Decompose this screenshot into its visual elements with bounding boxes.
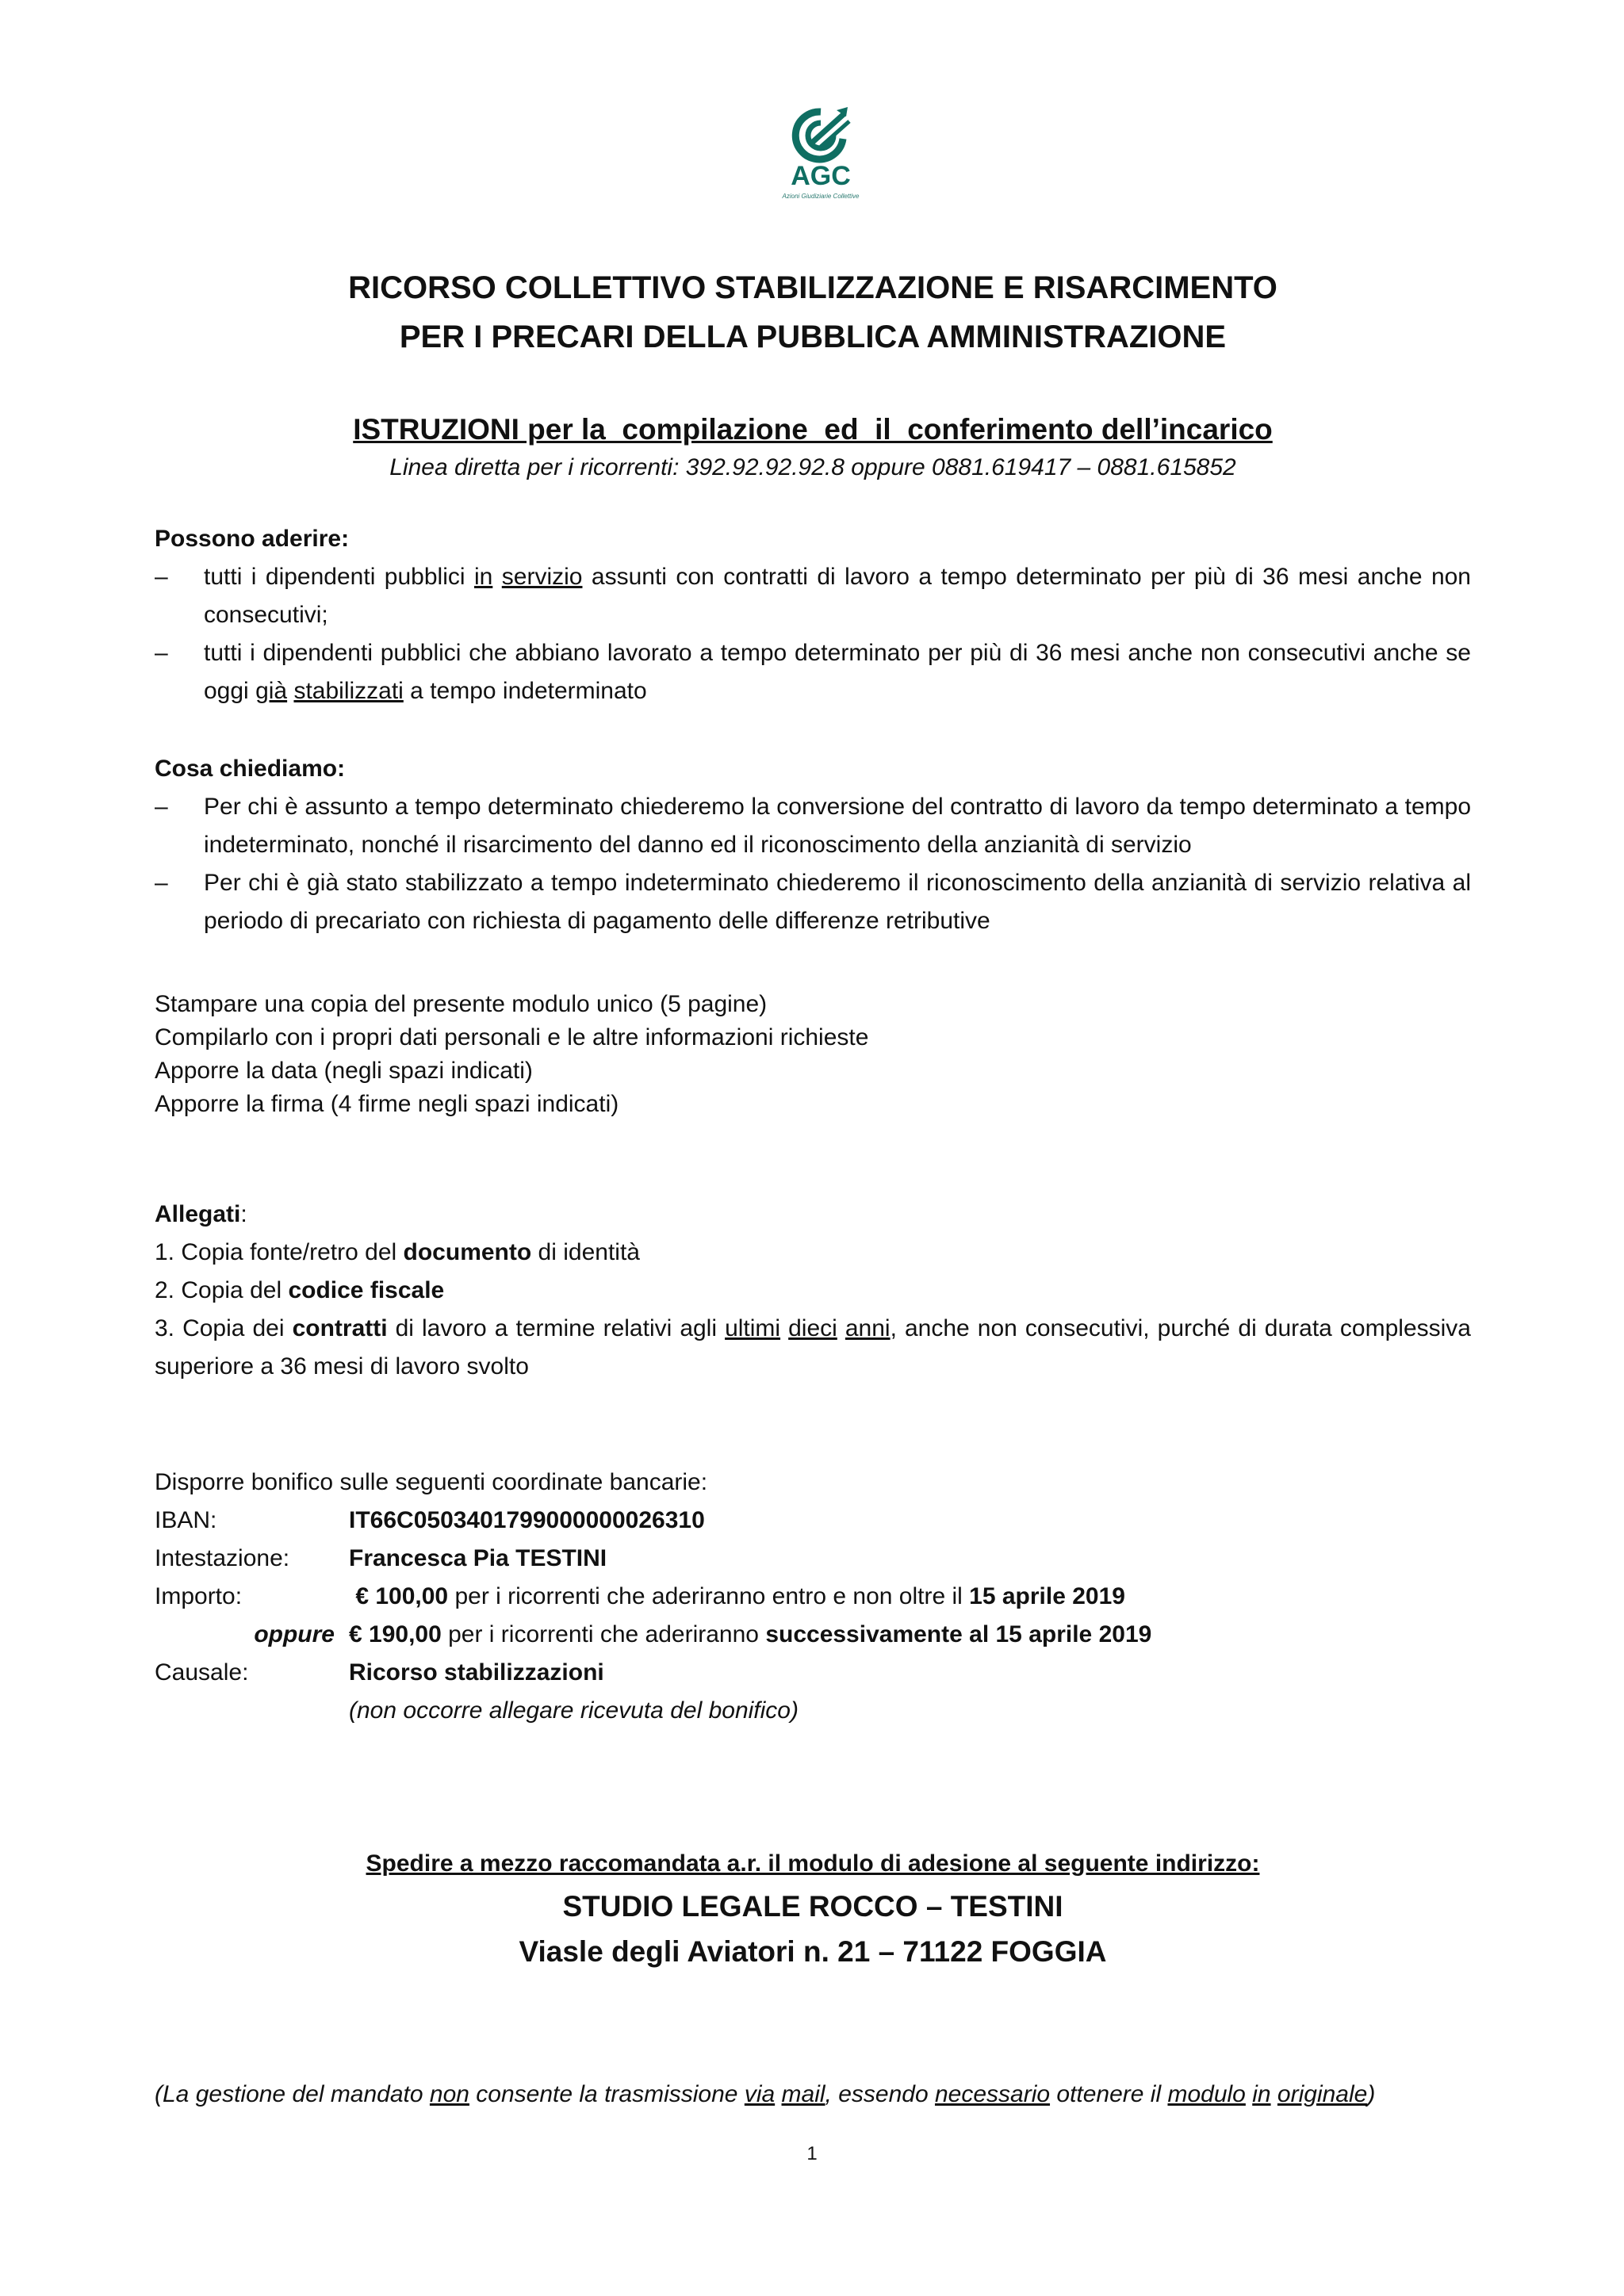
amount-date: 15 aprile 2019 [969,1583,1125,1609]
text: , essendo [825,2081,935,2107]
chiediamo-item-1: – Per chi è assunto a tempo determinato chiederemo la conversione del contratto di lavoro da tempo determinato a tempo indeterminato, nonché il risarcimento del danno ed il riconoscimento della anzianità di servizio [155,788,1471,864]
oppure-label: oppure [254,1621,335,1647]
possono-aderire-section [155,520,1471,710]
chiediamo-heading: Cosa chiediamo: [155,756,346,782]
studio-address: Viasle degli Aviatori n. 21 – 71122 FOGGIA [519,1935,1107,1969]
text: consente la trasmissione [469,2081,745,2107]
amount-date: successivamente al 15 aprile 2019 [765,1621,1152,1647]
holder-row [155,1540,1471,1578]
aderire-heading: Possono aderire: [155,526,350,552]
hotline-text: Linea diretta per i ricorrenti: 392.92.92.92.8 oppure 0881.619417 – 0881.615852 [389,454,1236,481]
text: tutti i dipendenti pubblici [204,564,474,590]
logo-subtitle: Azioni Giudiziarie Collettive [782,193,860,200]
step-4: Apporre la firma (4 firme negli spazi indicati) [155,1091,619,1117]
underlined-text: via [744,2081,776,2107]
allegati-heading [155,1196,1471,1234]
causale-note: (non occorre allegare ricevuta del bonifico) [349,1697,799,1724]
underlined-text: servizio [501,564,583,590]
causale-value: Ricorso stabilizzazioni [349,1659,604,1686]
aderire-list [155,558,1471,710]
studio-name: STUDIO LEGALE ROCCO – TESTINI [562,1890,1063,1923]
text: 3. Copia dei [155,1315,293,1341]
colon: : [240,1201,247,1227]
footer-note [155,2076,1471,2114]
steps-section [155,988,1471,1121]
bold-text: documento [403,1239,532,1265]
holder-label: Intestazione: [155,1545,290,1571]
send-section [155,1847,1471,1975]
text: assunti con contratti di lavoro a tempo determinato per più di 36 mesi anche non consecutivi; [204,564,1471,628]
underlined-text: in [473,564,493,590]
text: di identità [531,1239,640,1265]
amount-value: € 100,00 [355,1583,449,1609]
spacer [155,1692,349,1730]
bank-intro: Disporre bonifico sulle seguenti coordinate bancarie: [155,1469,708,1495]
allegato-1 [155,1234,1471,1272]
text: di lavoro a termine relativi agli [387,1315,726,1341]
causale-note-row [155,1692,1471,1730]
underlined-text: non [429,2081,469,2107]
agc-logo-icon [789,107,852,164]
text: (La gestione del mandato [155,2081,430,2107]
aderire-item-2 [155,634,1471,710]
underlined-text: mail [781,2081,825,2107]
underlined-text: stabilizzati [293,678,404,704]
document-title [155,263,1471,362]
text: ottenere il [1050,2081,1168,2107]
amount-row-1 [155,1578,1471,1616]
allegati-title: Allegati [155,1201,241,1227]
aderire-item-1 [155,558,1471,634]
step-2: Compilarlo con i propri dati personali e le altre informazioni richieste [155,1024,869,1050]
amount-row-2 [155,1616,1471,1654]
agc-logo [761,107,880,201]
bold-text: contratti [292,1315,388,1341]
underlined-text: già [255,678,288,704]
amount-value: € 190,00 [349,1621,442,1647]
iban-label: IBAN: [155,1507,217,1533]
chiediamo-item-2: – Per chi è già stato stabilizzato a tempo indeterminato chiederemo il riconoscimento della anzianità di servizio relativa al periodo di precariato con richiesta di pagamento delle differenze retributive [155,864,1471,940]
logo-name: AGC [791,161,851,191]
bank-section [155,1464,1471,1730]
amount-label: Importo: [155,1583,243,1609]
allegato-2 [155,1272,1471,1310]
text: 2. Copia del [155,1277,289,1303]
amount-2 [349,1616,1151,1654]
page-number: 1 [806,2143,818,2164]
text: , anche non consecutivi, purché di durata complessiva superiore a 36 mesi di lavoro svolto [155,1315,1471,1380]
causale-row [155,1654,1471,1692]
text [775,2081,781,2107]
text: per i ricorrenti che aderiranno entro e non oltre il [448,1583,970,1609]
chiediamo-list [155,788,1471,940]
underlined-text: in [1252,2081,1271,2107]
space [492,564,501,590]
text: tutti i dipendenti pubblici che abbiano lavorato a tempo determinato per più di 36 mesi anche non consecutivi anche se oggi [204,640,1471,704]
step-3: Apporre la data (negli spazi indicati) [155,1058,533,1084]
text [1246,2081,1252,2107]
text: ) [1367,2081,1376,2107]
underlined-text: originale [1277,2081,1368,2107]
iban-row [155,1502,1471,1540]
text: a tempo indeterminato [403,678,647,704]
allegati-section [155,1196,1471,1386]
text: 1. Copia fonte/retro del [155,1239,404,1265]
step-1: Stampare una copia del presente modulo unico (5 pagine) [155,991,768,1017]
instructions-block [155,412,1471,482]
allegato-3 [155,1310,1471,1386]
title-line-2: PER I PRECARI DELLA PUBBLICA AMMINISTRAZIONE [399,320,1227,354]
iban-value: IT66C0503401799000000026310 [349,1507,705,1533]
text [1271,2081,1277,2107]
causale-label: Causale: [155,1659,249,1686]
underlined-text: anni [845,1315,891,1341]
underlined-text: necessario [934,2081,1051,2107]
underlined-text: ultimi [725,1315,781,1341]
cosa-chiediamo-section [155,750,1471,940]
underlined-text: dieci [788,1315,837,1341]
amount-1 [349,1578,1125,1616]
bold-text: codice fiscale [288,1277,445,1303]
title-line-1: RICORSO COLLETTIVO STABILIZZAZIONE E RISARCIMENTO [348,270,1277,305]
send-heading: Spedire a mezzo raccomandata a.r. il modulo di adesione al seguente indirizzo: [366,1850,1260,1877]
text: per i ricorrenti che aderiranno [441,1621,766,1647]
underlined-text: modulo [1167,2081,1246,2107]
instructions-heading: ISTRUZIONI per la compilazione ed il conferimento dell’incarico [353,413,1273,446]
holder-value: Francesca Pia TESTINI [349,1545,607,1571]
